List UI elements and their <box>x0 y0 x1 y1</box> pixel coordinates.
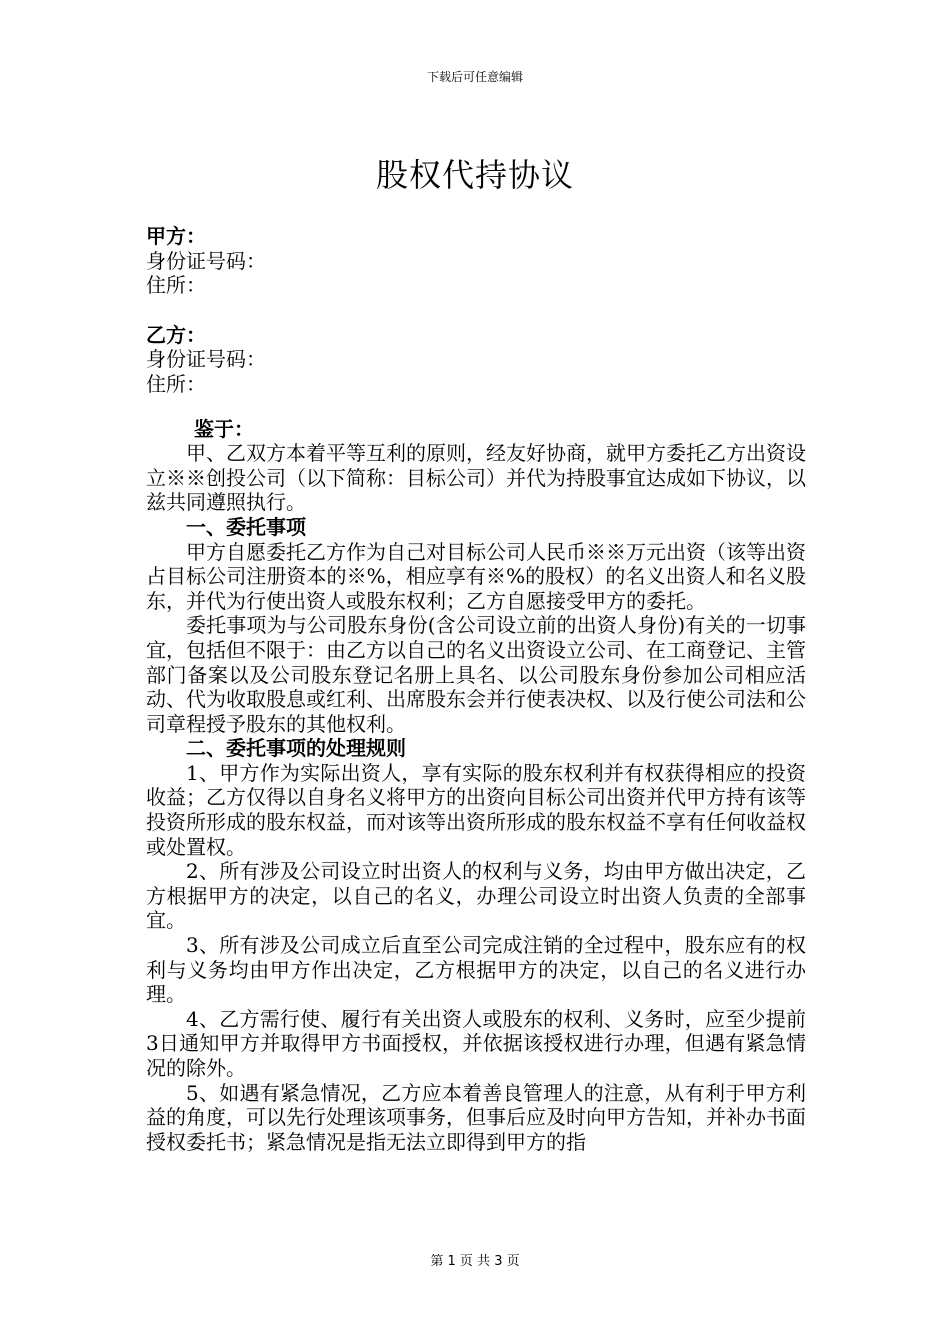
section-2-paragraph-3: 3、所有涉及公司成立后直至公司完成注销的全过程中，股东应有的权利与义务均由甲方作出决定，乙方根据甲方的决定，以自己的名义进行办理。 <box>146 933 806 1007</box>
section-2-paragraph-1: 1、甲方作为实际出资人，享有实际的股东权利并有权获得相应的投资收益；乙方仅得以自身名义将甲方的出资向目标公司出资并代甲方持有该等投资所形成的股东权益，而对该等出资所形成的股东权益不享有任何收益权或处置权。 <box>146 760 806 859</box>
header-note: 下载后可任意编辑 <box>426 70 523 84</box>
party-b-label: 乙方： <box>146 322 206 347</box>
section-1-paragraph-2: 委托事项为与公司股东身份(含公司设立前的出资人身份)有关的一切事宜，包括但不限于：由乙方以自己的名义出资设立公司、在工商登记、主管部门备案以及公司股东登记名册上具名、以公司股东身份参加公司相应活动、代为收取股息或红利、出席股东会并行使表决权、以及行使公司法和公司章程授予股东的其他权利。 <box>146 613 806 736</box>
party-a-id-label: 身份证号码： <box>146 248 266 273</box>
whereas-label: 鉴于： <box>194 416 254 441</box>
section-2-paragraph-4: 4、乙方需行使、履行有关出资人或股东的权利、义务时，应至少提前3日通知甲方并取得甲方书面授权，并依据该授权进行办理，但遇有紧急情况的除外。 <box>146 1006 806 1080</box>
party-a-label: 甲方： <box>146 224 206 248</box>
section-2-paragraph-5: 5、如遇有紧急情况，乙方应本着善良管理人的注意，从有利于甲方利益的角度，可以先行处理该项事务，但事后应及时向甲方告知，并补办书面授权委托书；紧急情况是指无法立即得到甲方的指 <box>146 1080 806 1154</box>
section-1-paragraph-1: 甲方自愿委托乙方作为自己对目标公司人民币※※万元出资（该等出资占目标公司注册资本的※%，相应享有※%的股权）的名义出资人和名义股东，并代为行使出资人或股东权利；乙方自愿接受甲方的委托。 <box>146 539 806 613</box>
party-b-address-label: 住所： <box>146 371 206 396</box>
section-2-heading: 二、委托事项的处理规则 <box>186 736 406 761</box>
intro-paragraph: 甲、乙双方本着平等互利的原则，经友好协商，就甲方委托乙方出资设立※※创投公司（以下简称：目标公司）并代为持股事宜达成如下协议，以兹共同遵照执行。 <box>146 441 806 515</box>
section-2-paragraph-2: 2、所有涉及公司设立时出资人的权利与义务，均由甲方做出决定，乙方根据甲方的决定，以自己的名义，办理公司设立时出资人负责的全部事宜。 <box>146 859 806 933</box>
party-b-id-label: 身份证号码： <box>146 347 266 372</box>
section-1-heading: 一、委托事项 <box>186 514 306 539</box>
document-body <box>146 224 806 1154</box>
party-a-address-label: 住所： <box>146 273 206 298</box>
page-number-footer: 第 1 页 共 3 页 <box>430 1254 520 1269</box>
document-title: 股权代持协议 <box>375 156 574 194</box>
